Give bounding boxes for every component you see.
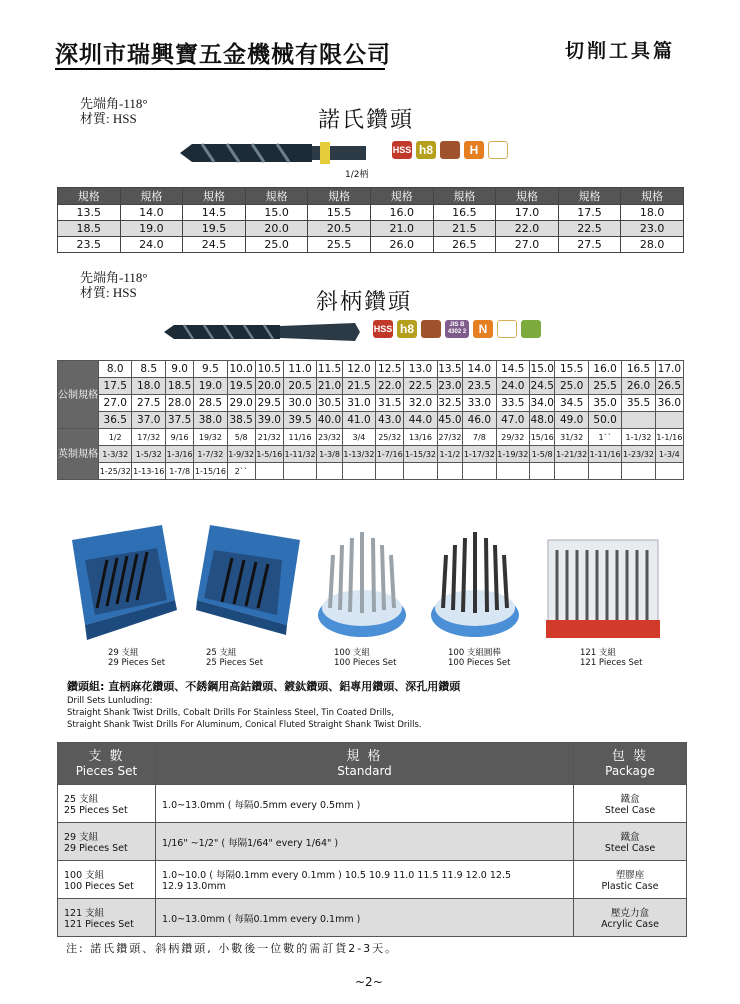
- size-cell: 1-15/32: [404, 446, 437, 463]
- size-cell: [530, 463, 555, 480]
- category-title: 切削工具篇: [565, 40, 676, 62]
- table-row: [58, 205, 684, 221]
- header-en: Pieces Set: [75, 763, 138, 778]
- size-cell: 24.0: [120, 237, 183, 253]
- caption-en: 121 Pieces Set: [580, 658, 643, 668]
- taper-drill-image: [160, 320, 365, 344]
- set-name: [58, 861, 156, 899]
- size-cell: 23/32: [317, 429, 342, 446]
- size-cell: [555, 463, 588, 480]
- size-cell: 11/16: [283, 429, 316, 446]
- size-cell: 2``: [227, 463, 255, 480]
- size-cell: [496, 463, 529, 480]
- caption-en: 100 Pieces Set: [448, 658, 511, 668]
- row-group-label: 公制規格: [58, 361, 99, 429]
- size-cell: 25/32: [376, 429, 404, 446]
- size-cell: 21.0: [317, 378, 342, 395]
- set-en: 25 Pieces Set: [64, 805, 128, 816]
- product2-spec: [80, 270, 148, 300]
- table-row: [58, 446, 684, 463]
- size-cell: 16.0: [588, 361, 621, 378]
- size-cell: 16.0: [370, 205, 433, 221]
- caption-en: 29 Pieces Set: [108, 658, 166, 668]
- set-package: [574, 861, 687, 899]
- size-cell: 1-15/16: [194, 463, 227, 480]
- morse-size-table: [57, 187, 684, 253]
- set-en: 100 Pieces Set: [64, 881, 134, 892]
- size-cell: 22.5: [404, 378, 437, 395]
- set-cn: 121 支組: [64, 908, 105, 919]
- size-cell: 1-11/16: [588, 446, 621, 463]
- size-cell: 27.5: [132, 395, 166, 412]
- size-cell: 43.0: [376, 412, 404, 429]
- product1-title: 諾氏鑽頭: [318, 108, 415, 133]
- size-cell: 29/32: [496, 429, 529, 446]
- point-angle-icon: [440, 141, 460, 159]
- plastic-stand-image: [428, 520, 523, 645]
- size-cell: [317, 463, 342, 480]
- size-cell: 15.0: [530, 361, 555, 378]
- sets-en-line: Drill Sets Lunluding:: [67, 696, 153, 706]
- caption-en: 100 Pieces Set: [334, 658, 397, 668]
- size-cell: 17.5: [99, 378, 132, 395]
- size-cell: 20.0: [245, 221, 308, 237]
- product1-badges: [392, 141, 508, 159]
- size-cell: 21/32: [255, 429, 283, 446]
- size-cell: 48.0: [530, 412, 555, 429]
- size-cell: 1-9/32: [227, 446, 255, 463]
- set-cn: 25 支組: [64, 794, 99, 805]
- size-cell: 1-3/8: [317, 446, 342, 463]
- header-en: Standard: [337, 763, 392, 778]
- product2-material: 材質: HSS: [80, 285, 137, 300]
- size-cell: 23.0: [621, 221, 684, 237]
- table-header: 規格: [245, 188, 308, 205]
- size-cell: 27.5: [558, 237, 621, 253]
- size-cell: 25.5: [588, 378, 621, 395]
- drill-sets-title: 鑽頭組: 直柄麻花鑽頭、不銹鋼用高鈷鑽頭、鍍鈦鑽頭、鋁專用鑽頭、深孔用鑽頭: [67, 680, 461, 693]
- steel-case-image: [192, 520, 304, 645]
- hss-badge-icon: HSS: [373, 320, 393, 338]
- size-cell: 38.5: [227, 412, 255, 429]
- product2-title: 斜柄鑽頭: [316, 290, 413, 315]
- photo-caption: [448, 648, 510, 668]
- size-cell: 28.0: [621, 237, 684, 253]
- set-standard: [156, 823, 574, 861]
- size-cell: 19.5: [183, 221, 246, 237]
- size-cell: 29.5: [255, 395, 283, 412]
- size-cell: 14.5: [496, 361, 529, 378]
- drill-sets-english: [67, 695, 422, 731]
- size-cell: 18.5: [58, 221, 121, 237]
- caption-cn: 29 支組: [108, 648, 139, 658]
- caption-cn: 100 支組: [334, 648, 370, 658]
- size-cell: 33.0: [463, 395, 496, 412]
- size-cell: 7/8: [463, 429, 496, 446]
- size-cell: 26.5: [433, 237, 496, 253]
- package-en: Steel Case: [604, 843, 656, 854]
- set-package: [574, 899, 687, 937]
- morse-drill-image: [172, 136, 372, 170]
- size-cell: 18.0: [621, 205, 684, 221]
- size-cell: 27.0: [496, 237, 559, 253]
- size-cell: 46.0: [463, 412, 496, 429]
- size-cell: 1-13-16: [132, 463, 166, 480]
- size-cell: 30.5: [317, 395, 342, 412]
- size-cell: 22.5: [558, 221, 621, 237]
- product1-spec: [80, 96, 148, 126]
- table-header: 規格: [558, 188, 621, 205]
- size-cell: [255, 463, 283, 480]
- table-row: [58, 429, 684, 446]
- size-cell: 28.5: [194, 395, 227, 412]
- h8-badge-icon: h8: [416, 141, 436, 159]
- size-cell: 18.0: [132, 378, 166, 395]
- table-row: [58, 378, 684, 395]
- product2-angle: 先端角-118°: [80, 270, 148, 285]
- steel-case-image: [67, 520, 179, 645]
- size-cell: 15.5: [555, 361, 588, 378]
- size-cell: 27/32: [437, 429, 462, 446]
- size-cell: 1-19/32: [496, 446, 529, 463]
- photo-caption: [108, 648, 165, 668]
- size-cell: [463, 463, 496, 480]
- size-cell: [437, 463, 462, 480]
- size-cell: 1-25/32: [99, 463, 132, 480]
- header-cn: 包 裝: [611, 748, 649, 764]
- package-cn: 塑膠座: [615, 870, 645, 881]
- size-cell: 31.5: [376, 395, 404, 412]
- size-cell: 32.5: [437, 395, 462, 412]
- size-cell: 13.0: [404, 361, 437, 378]
- coolant-icon: [521, 320, 541, 338]
- table-row: [58, 221, 684, 237]
- size-cell: 26.5: [655, 378, 683, 395]
- caption-cn: 100 支組圓棒: [448, 648, 501, 658]
- package-cn: 鐵盒: [620, 832, 640, 843]
- header-en: Package: [605, 763, 655, 778]
- size-cell: 24.5: [530, 378, 555, 395]
- col-header-standard: [156, 743, 574, 785]
- set-package: [574, 785, 687, 823]
- set-cn: 100 支組: [64, 870, 105, 881]
- table-header: 規格: [433, 188, 496, 205]
- size-cell: 20.5: [308, 221, 371, 237]
- size-cell: 17.5: [558, 205, 621, 221]
- set-package: [574, 823, 687, 861]
- size-cell: 35.0: [588, 395, 621, 412]
- size-cell: 1-7/8: [166, 463, 194, 480]
- set-spec-table: [57, 742, 687, 937]
- size-cell: 14.0: [120, 205, 183, 221]
- size-cell: 10.0: [227, 361, 255, 378]
- shank-caption: 1/2柄: [345, 170, 369, 180]
- photo-121-set: [540, 515, 665, 645]
- size-cell: 9.0: [166, 361, 194, 378]
- size-cell: 1-1/32: [622, 429, 655, 446]
- n-type-badge-icon: N: [473, 320, 493, 338]
- size-cell: 12.5: [376, 361, 404, 378]
- set-cn: 29 支組: [64, 832, 99, 843]
- size-cell: 15.0: [245, 205, 308, 221]
- size-cell: 24.5: [183, 237, 246, 253]
- size-cell: 8.0: [99, 361, 132, 378]
- package-en: Steel Case: [604, 805, 656, 816]
- size-cell: [655, 463, 683, 480]
- package-cn: 鐵盒: [620, 794, 640, 805]
- taper-table-body: [58, 361, 684, 480]
- table-header: 規格: [308, 188, 371, 205]
- size-cell: 47.0: [496, 412, 529, 429]
- size-cell: 29.0: [227, 395, 255, 412]
- table-header: 規格: [183, 188, 246, 205]
- caption-cn: 121 支組: [580, 648, 616, 658]
- size-cell: 1-1/16: [655, 429, 683, 446]
- table-header: 規格: [621, 188, 684, 205]
- size-cell: 32.0: [404, 395, 437, 412]
- product2-badges: [373, 320, 541, 338]
- size-cell: 1-5/32: [132, 446, 166, 463]
- size-cell: 17/32: [132, 429, 166, 446]
- size-cell: 1-21/32: [555, 446, 588, 463]
- table-header: 規格: [496, 188, 559, 205]
- size-cell: 1-3/16: [166, 446, 194, 463]
- size-cell: 40.0: [317, 412, 342, 429]
- page-number: ~2~: [355, 975, 383, 989]
- col-header-package: [574, 743, 687, 785]
- plastic-stand-image: [315, 520, 410, 645]
- size-cell: 37.5: [166, 412, 194, 429]
- size-cell: 1-3/4: [655, 446, 683, 463]
- col-header-pieces: [58, 743, 156, 785]
- caption-en: 25 Pieces Set: [206, 658, 264, 668]
- size-cell: 44.0: [404, 412, 437, 429]
- size-cell: 13.5: [437, 361, 462, 378]
- header-cn: 規 格: [346, 748, 383, 764]
- size-cell: 24.0: [496, 378, 529, 395]
- size-cell: [404, 463, 437, 480]
- table-header: 規格: [120, 188, 183, 205]
- size-cell: [622, 412, 655, 429]
- set-en: 29 Pieces Set: [64, 843, 128, 854]
- standard-line: 1.0~10.0 ( 每隔0.1mm every 0.1mm ) 10.5 10.9 11.0 11.5 11.9 12.0 12.5: [162, 870, 512, 881]
- size-cell: 25.0: [555, 378, 588, 395]
- size-cell: 9.5: [194, 361, 227, 378]
- standard-line: 1/16" ~1/2" ( 每隔1/64" every 1/64" ): [162, 837, 339, 849]
- h8-badge-icon: h8: [397, 320, 417, 338]
- size-cell: 23.0: [437, 378, 462, 395]
- size-cell: 18.5: [166, 378, 194, 395]
- photo-100-set: [312, 505, 412, 645]
- size-cell: 41.0: [342, 412, 375, 429]
- size-cell: 12.0: [342, 361, 375, 378]
- photo-caption: [334, 648, 396, 668]
- table-header: 規格: [370, 188, 433, 205]
- package-cn: 壓克力盒: [610, 908, 649, 919]
- size-cell: 22.0: [496, 221, 559, 237]
- size-cell: 26.0: [622, 378, 655, 395]
- size-cell: 10.5: [255, 361, 283, 378]
- size-cell: 1-5/8: [530, 446, 555, 463]
- header-cn: 支 數: [88, 748, 125, 764]
- set-standard: [156, 785, 574, 823]
- standard-line: 12.9 13.0mm: [162, 881, 226, 892]
- size-cell: 45.0: [437, 412, 462, 429]
- sets-en-line: Straight Shank Twist Drills, Cobalt Drills For Stainless Steel, Tin Coated Drills,: [67, 708, 394, 718]
- morse-table-body: [58, 205, 684, 253]
- jis-badge-icon: JIS B 4302 2: [445, 320, 469, 338]
- 118-angle-icon: [497, 320, 517, 338]
- size-cell: [342, 463, 375, 480]
- photo-caption: [580, 648, 642, 668]
- point-angle-icon: [421, 320, 441, 338]
- size-cell: 36.5: [99, 412, 132, 429]
- size-cell: 39.0: [255, 412, 283, 429]
- size-cell: 1-1/2: [437, 446, 462, 463]
- size-cell: 1-3/32: [99, 446, 132, 463]
- size-cell: [622, 463, 655, 480]
- product1-material: 材質: HSS: [80, 111, 137, 126]
- size-cell: 34.5: [555, 395, 588, 412]
- size-cell: 1/2: [99, 429, 132, 446]
- size-cell: 17.0: [655, 361, 683, 378]
- size-cell: 1-7/32: [194, 446, 227, 463]
- package-en: Plastic Case: [601, 881, 659, 892]
- size-cell: 21.5: [433, 221, 496, 237]
- size-cell: 1-7/16: [376, 446, 404, 463]
- size-cell: 16.5: [622, 361, 655, 378]
- set-standard: [156, 899, 574, 937]
- table-row: [58, 412, 684, 429]
- standard-line: 1.0~13.0mm ( 每隔0.1mm every 0.1mm ): [162, 913, 361, 925]
- size-cell: 9/16: [166, 429, 194, 446]
- table-row: [58, 237, 684, 253]
- table-row: [58, 463, 684, 480]
- product1-angle: 先端角-118°: [80, 96, 148, 111]
- package-en: Acrylic Case: [601, 919, 659, 930]
- size-cell: 19.5: [227, 378, 255, 395]
- size-cell: 22.0: [376, 378, 404, 395]
- size-cell: 21.5: [342, 378, 375, 395]
- size-cell: 31.0: [342, 395, 375, 412]
- company-name: 深圳市瑞興寶五金機械有限公司: [55, 41, 391, 68]
- size-cell: 50.0: [588, 412, 621, 429]
- table-row: [58, 395, 684, 412]
- table-header: 規格: [58, 188, 121, 205]
- size-cell: 19/32: [194, 429, 227, 446]
- set-name: [58, 899, 156, 937]
- size-cell: 17.0: [496, 205, 559, 221]
- size-cell: 25.0: [245, 237, 308, 253]
- size-cell: 13.5: [58, 205, 121, 221]
- size-cell: 23.5: [58, 237, 121, 253]
- size-cell: 15.5: [308, 205, 371, 221]
- size-cell: 38.0: [194, 412, 227, 429]
- size-cell: 35.5: [622, 395, 655, 412]
- size-cell: [376, 463, 404, 480]
- row-group-label: 英制規格: [58, 429, 99, 480]
- size-cell: 5/8: [227, 429, 255, 446]
- size-cell: [283, 463, 316, 480]
- size-cell: 14.5: [183, 205, 246, 221]
- size-cell: 11.0: [283, 361, 316, 378]
- set-en: 121 Pieces Set: [64, 919, 134, 930]
- size-cell: 23.5: [463, 378, 496, 395]
- photo-25-set: [190, 505, 305, 645]
- size-cell: 1-5/16: [255, 446, 283, 463]
- size-cell: 19.0: [120, 221, 183, 237]
- size-cell: 49.0: [555, 412, 588, 429]
- size-cell: 3/4: [342, 429, 375, 446]
- size-cell: 30.0: [283, 395, 316, 412]
- standard-line: 1.0~13.0mm ( 每隔0.5mm every 0.5mm ): [162, 799, 361, 811]
- size-cell: 37.0: [132, 412, 166, 429]
- set-name: [58, 785, 156, 823]
- size-cell: 27.0: [99, 395, 132, 412]
- photo-caption: [206, 648, 263, 668]
- size-cell: 20.0: [255, 378, 283, 395]
- set-name: [58, 823, 156, 861]
- caption-cn: 25 支組: [206, 648, 237, 658]
- set-standard: [156, 861, 574, 899]
- size-cell: 8.5: [132, 361, 166, 378]
- photo-29-set: [65, 505, 180, 645]
- size-cell: 34.0: [530, 395, 555, 412]
- 118-angle-icon: [488, 141, 508, 159]
- size-cell: [655, 412, 683, 429]
- size-cell: 1-17/32: [463, 446, 496, 463]
- size-cell: 31/32: [555, 429, 588, 446]
- size-cell: 39.5: [283, 412, 316, 429]
- size-cell: 16.5: [433, 205, 496, 221]
- size-cell: 28.0: [166, 395, 194, 412]
- size-cell: 13/16: [404, 429, 437, 446]
- order-note: 注: 諾氏鑽頭、斜柄鑽頭, 小數後一位數的需訂貨2-3天。: [66, 942, 399, 955]
- size-cell: 1``: [588, 429, 621, 446]
- size-cell: 15/16: [530, 429, 555, 446]
- title-underline: [55, 68, 385, 70]
- size-cell: 20.5: [283, 378, 316, 395]
- hss-badge-icon: HSS: [392, 141, 412, 159]
- sets-en-line: Straight Shank Twist Drills For Aluminum, Conical Fluted Straight Shank Twist Drills.: [67, 720, 422, 730]
- size-cell: 26.0: [370, 237, 433, 253]
- size-cell: 14.0: [463, 361, 496, 378]
- photo-100-round-set: [425, 505, 525, 645]
- h-type-badge-icon: H: [464, 141, 484, 159]
- size-cell: [588, 463, 621, 480]
- size-cell: 1-23/32: [622, 446, 655, 463]
- table-row: [58, 361, 684, 378]
- size-cell: 19.0: [194, 378, 227, 395]
- size-cell: 11.5: [317, 361, 342, 378]
- size-cell: 1-13/32: [342, 446, 375, 463]
- acrylic-case-image: [542, 525, 664, 645]
- size-cell: 21.0: [370, 221, 433, 237]
- size-cell: 1-11/32: [283, 446, 316, 463]
- size-cell: 33.5: [496, 395, 529, 412]
- size-cell: 36.0: [655, 395, 683, 412]
- size-cell: 25.5: [308, 237, 371, 253]
- taper-size-table: [57, 360, 684, 480]
